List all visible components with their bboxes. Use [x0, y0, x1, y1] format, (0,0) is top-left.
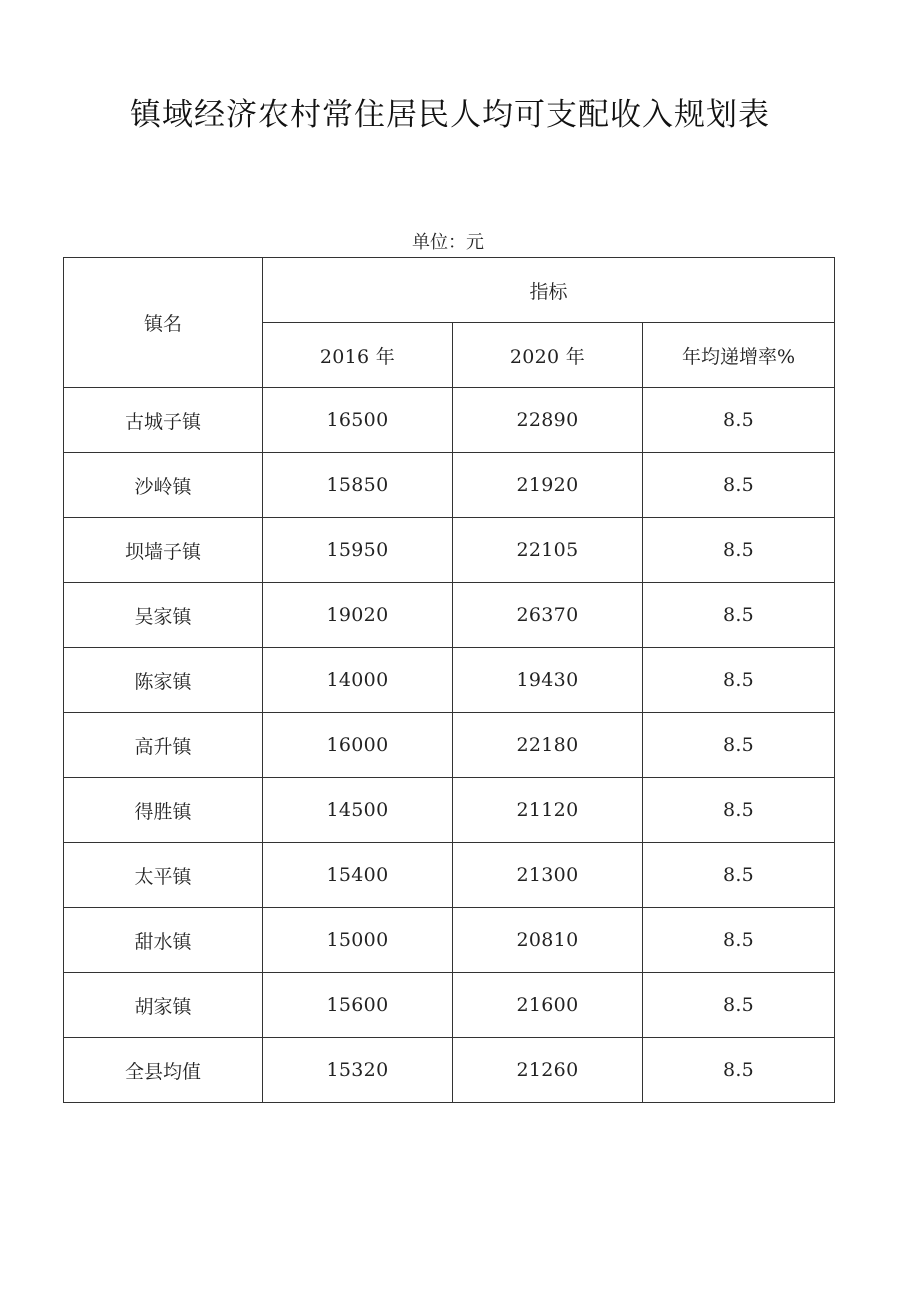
unit-label: 单位：元 — [412, 232, 484, 253]
cell-town: 胡家镇 — [64, 973, 263, 1038]
cell-town: 得胜镇 — [64, 778, 263, 843]
cell-2016: 16500 — [263, 388, 453, 453]
cell-growth-rate: 8.5 — [643, 1038, 835, 1103]
header-2020: 2020 年 — [453, 323, 643, 388]
cell-growth-rate: 8.5 — [643, 518, 835, 583]
table-row — [64, 648, 835, 713]
table-row — [64, 713, 835, 778]
cell-growth-rate: 8.5 — [643, 453, 835, 518]
cell-2020: 22105 — [453, 518, 643, 583]
table-row — [64, 1038, 835, 1103]
cell-town: 高升镇 — [64, 713, 263, 778]
cell-2016: 14500 — [263, 778, 453, 843]
table-row — [64, 518, 835, 583]
cell-town: 甜水镇 — [64, 908, 263, 973]
table-row — [64, 388, 835, 453]
header-row-1 — [64, 258, 835, 323]
cell-growth-rate: 8.5 — [643, 973, 835, 1038]
cell-2016: 15950 — [263, 518, 453, 583]
cell-2016: 15000 — [263, 908, 453, 973]
cell-2016: 15850 — [263, 453, 453, 518]
cell-2020: 21300 — [453, 843, 643, 908]
cell-growth-rate: 8.5 — [643, 908, 835, 973]
header-indicator: 指标 — [263, 258, 835, 323]
header-town: 镇名 — [64, 258, 263, 388]
cell-2020: 21600 — [453, 973, 643, 1038]
cell-2020: 19430 — [453, 648, 643, 713]
cell-growth-rate: 8.5 — [643, 648, 835, 713]
cell-town: 沙岭镇 — [64, 453, 263, 518]
income-table — [63, 257, 835, 1103]
cell-2020: 20810 — [453, 908, 643, 973]
cell-town: 陈家镇 — [64, 648, 263, 713]
cell-growth-rate: 8.5 — [643, 583, 835, 648]
cell-2016: 15400 — [263, 843, 453, 908]
header-2016: 2016 年 — [263, 323, 453, 388]
cell-town: 古城子镇 — [64, 388, 263, 453]
table-body — [64, 388, 835, 1103]
cell-2020: 21260 — [453, 1038, 643, 1103]
cell-2016: 15320 — [263, 1038, 453, 1103]
cell-town: 太平镇 — [64, 843, 263, 908]
cell-town: 全县均值 — [64, 1038, 263, 1103]
cell-town: 吴家镇 — [64, 583, 263, 648]
table-header — [64, 258, 835, 388]
header-growth-rate: 年均递增率% — [643, 323, 835, 388]
cell-2016: 14000 — [263, 648, 453, 713]
cell-2020: 26370 — [453, 583, 643, 648]
table-row — [64, 583, 835, 648]
cell-2020: 21920 — [453, 453, 643, 518]
cell-growth-rate: 8.5 — [643, 388, 835, 453]
table-row — [64, 843, 835, 908]
cell-2016: 19020 — [263, 583, 453, 648]
cell-growth-rate: 8.5 — [643, 713, 835, 778]
cell-2020: 22890 — [453, 388, 643, 453]
cell-growth-rate: 8.5 — [643, 778, 835, 843]
cell-growth-rate: 8.5 — [643, 843, 835, 908]
cell-town: 坝墙子镇 — [64, 518, 263, 583]
table-row — [64, 453, 835, 518]
cell-2016: 15600 — [263, 973, 453, 1038]
cell-2016: 16000 — [263, 713, 453, 778]
cell-2020: 21120 — [453, 778, 643, 843]
cell-2020: 22180 — [453, 713, 643, 778]
table-row — [64, 973, 835, 1038]
document-title: 镇域经济农村常住居民人均可支配收入规划表 — [130, 97, 770, 133]
table-row — [64, 908, 835, 973]
table-row — [64, 778, 835, 843]
